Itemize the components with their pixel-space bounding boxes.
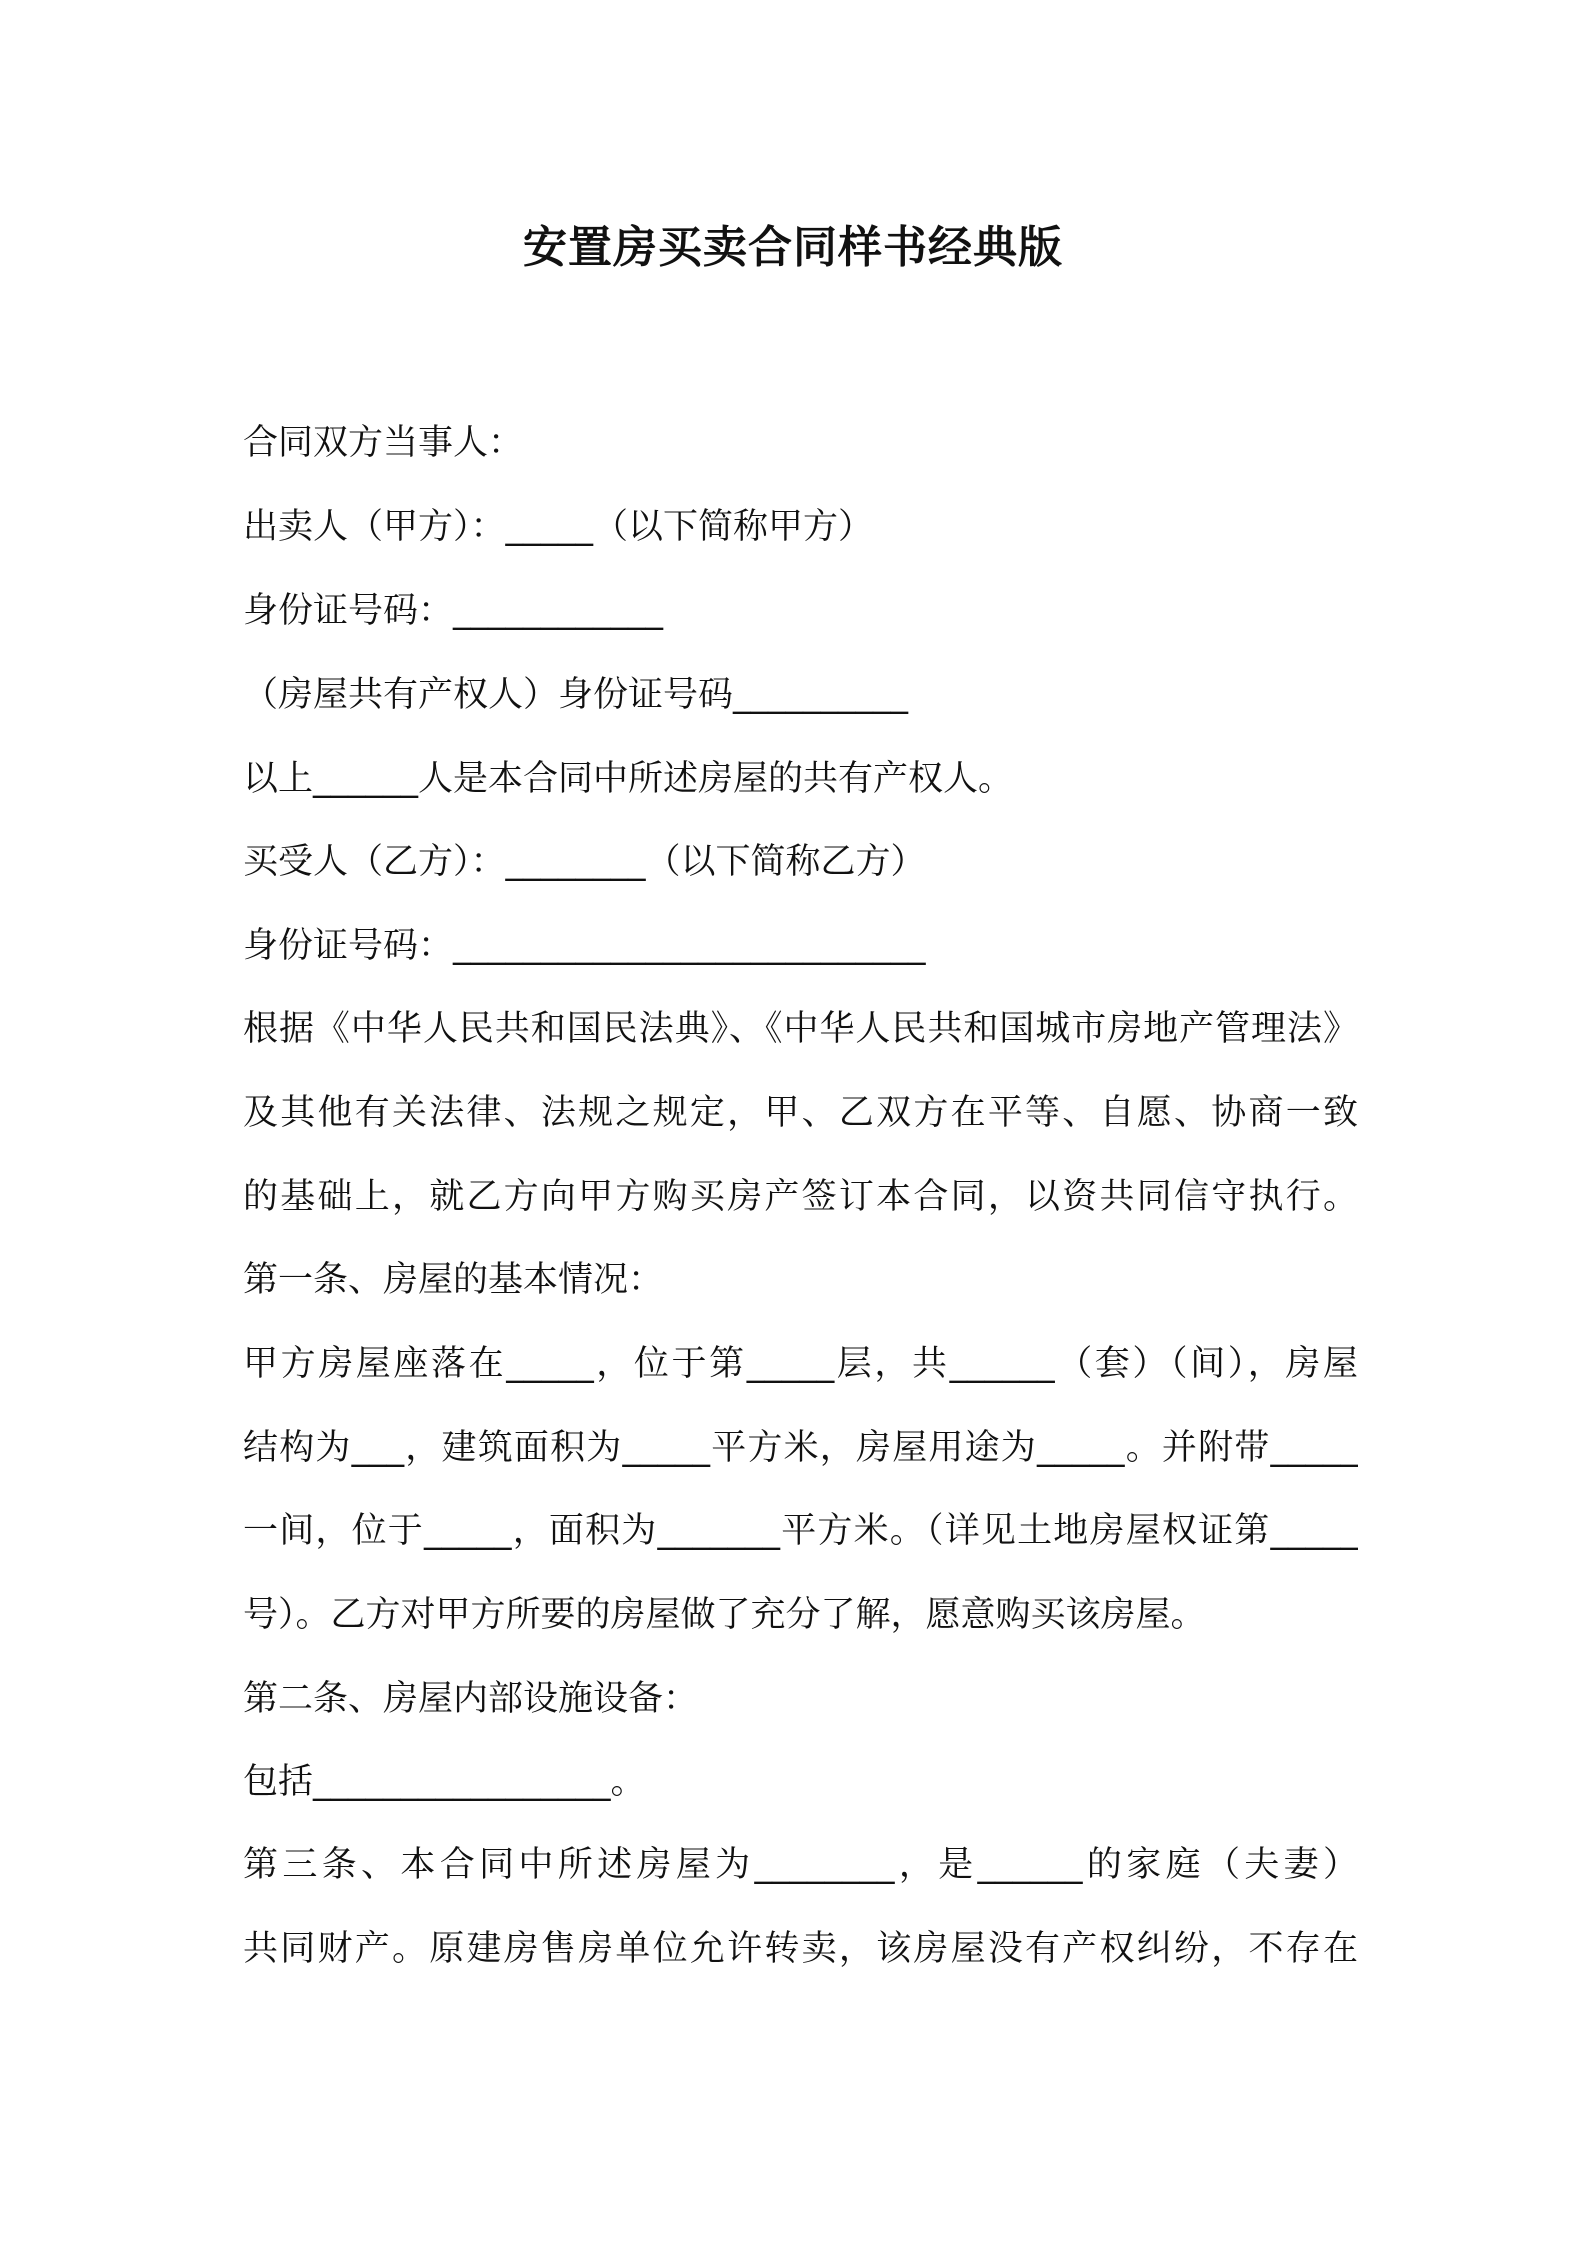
article-2-line-1: 包括_________________。 [243, 1762, 646, 1802]
article-1-line-2: 结构为___，建筑面积为_____平方米，房屋用途为_____。并附带_____ [243, 1428, 1358, 1468]
preamble-line-3: 的基础上，就乙方向甲方购买房产签订本合同，以资共同信守执行。 [243, 1177, 1358, 1217]
preamble-line-2: 及其他有关法律、法规之规定，甲、乙双方在平等、自愿、协商一致 [243, 1093, 1358, 1133]
co-owner-id-line: （房屋共有产权人）身份证号码__________ [243, 675, 909, 715]
article-1-line-4: 号）。乙方对甲方所要的房屋做了充分了解，愿意购买该房屋。 [243, 1595, 1206, 1635]
party-heading: 合同双方当事人： [243, 423, 524, 463]
preamble-line-1: 根据《中华人民共和国民法典》、《中华人民共和国城市房地产管理法》 [243, 1009, 1358, 1049]
article-3-line-1: 第三条、本合同中所述房屋为________，是______的家庭（夫妻） [243, 1845, 1358, 1885]
co-owner-count-line: 以上______人是本合同中所述房屋的共有产权人。 [243, 759, 1014, 799]
article-1-line-3: 一间，位于_____，面积为_______平方米。（详见土地房屋权证第_____ [243, 1511, 1358, 1551]
article-2-heading: 第二条、房屋内部设施设备： [243, 1679, 699, 1719]
article-1-heading: 第一条、房屋的基本情况： [243, 1260, 664, 1300]
buyer-id-line: 身份证号码：___________________________ [243, 926, 926, 966]
article-1-line-1: 甲方房屋座落在_____，位于第_____层，共______（套）（间），房屋 [243, 1344, 1358, 1384]
buyer-line: 买受人（乙方）：________（以下简称乙方） [243, 842, 926, 882]
document-title: 安置房买卖合同样书经典版 [523, 222, 1063, 273]
seller-id-line: 身份证号码：____________ [243, 591, 664, 631]
article-3-line-2: 共同财产。原建房售房单位允许转卖，该房屋没有产权纠纷，不存在 [243, 1929, 1358, 1969]
seller-line: 出卖人（甲方）：_____（以下简称甲方） [243, 507, 874, 547]
